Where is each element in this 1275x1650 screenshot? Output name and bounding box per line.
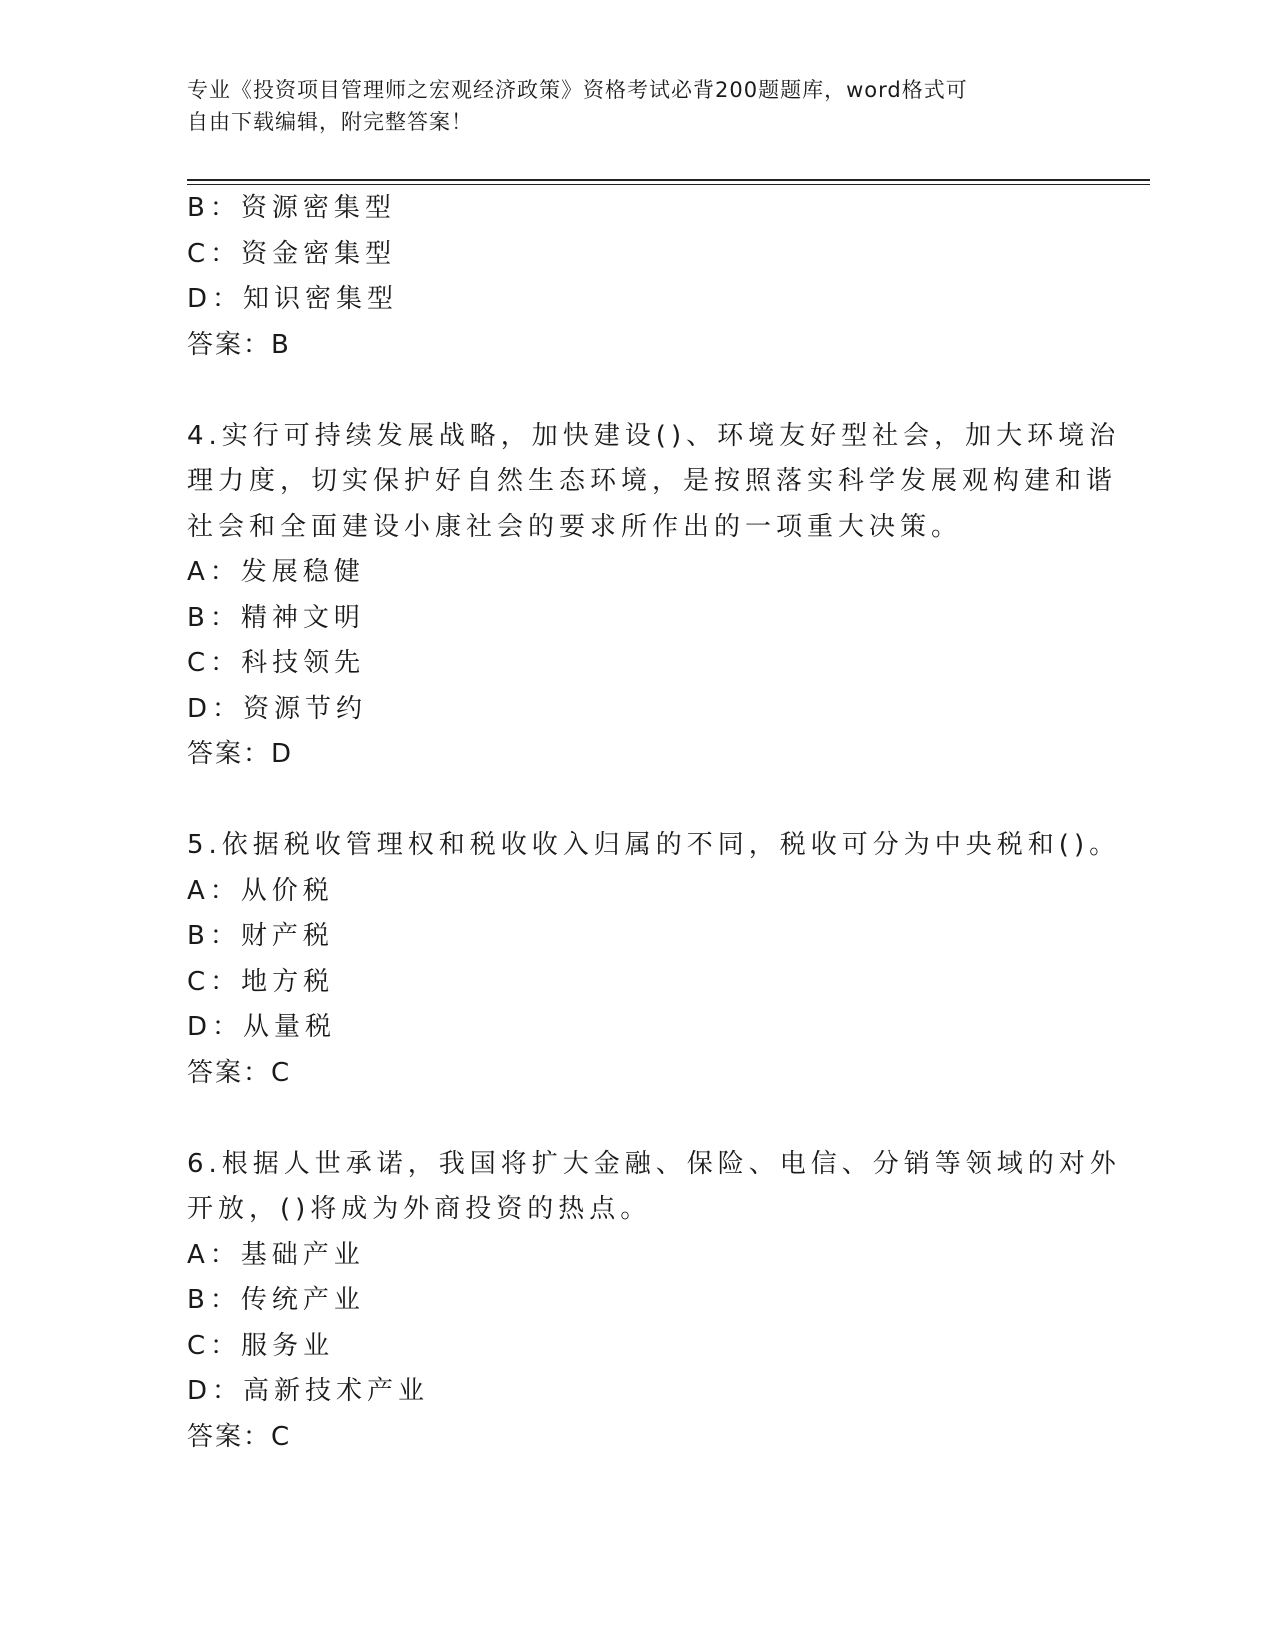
question-stem-line: 开放，()将成为外商投资的热点。 <box>187 1194 652 1224</box>
answer: 答案：B <box>187 329 291 360</box>
header-rule-thick <box>187 179 1150 181</box>
question-block-5 <box>187 823 1121 1096</box>
question-block-4 <box>187 414 1121 778</box>
option-d: D：资源节约 <box>187 693 368 724</box>
option-d: D：知识密集型 <box>187 284 399 314</box>
option-d: D：从量税 <box>187 1012 337 1042</box>
question-block-3 <box>187 186 1067 368</box>
header-line-2: 自由下载编辑，附完整答案！ <box>187 110 473 134</box>
option-a: A：基础产业 <box>187 1239 365 1270</box>
option-b: B：资源密集型 <box>187 193 396 223</box>
question-stem-line: 6.根据人世承诺，我国将扩大金融、保险、电信、分销等领域的对外 <box>187 1148 1121 1179</box>
option-d: D：高新技术产业 <box>187 1376 430 1406</box>
header-line-1: 专业《投资项目管理师之宏观经济政策》资格考试必背200题题库，word格式可 <box>187 78 968 102</box>
option-c: C：科技领先 <box>187 648 366 678</box>
question-stem-line: 社会和全面建设小康社会的要求所作出的一项重大决策。 <box>187 511 963 542</box>
spacer <box>187 778 1067 824</box>
option-b: B：财产税 <box>187 921 334 951</box>
question-stem-line: 理力度，切实保护好自然生态环境，是按照落实科学发展观构建和谐 <box>187 466 1118 496</box>
question-stem-line: 4.实行可持续发展战略，加快建设()、环境友好型社会，加大环境治 <box>187 420 1121 451</box>
option-a: A：从价税 <box>187 875 334 906</box>
option-c: C：地方税 <box>187 966 335 997</box>
document-header <box>187 74 1067 138</box>
spacer <box>187 1096 1067 1142</box>
answer: 答案：C <box>187 1421 292 1452</box>
header-rule-thin <box>187 184 1150 185</box>
question-stem-line: 5.依据税收管理权和税收收入归属的不同，税收可分为中央税和()。 <box>187 830 1121 860</box>
answer: 答案：D <box>187 739 294 769</box>
question-list <box>187 186 1121 1460</box>
option-c: C：服务业 <box>187 1330 335 1361</box>
question-block-6 <box>187 1142 1121 1461</box>
option-a: A：发展稳健 <box>187 557 365 587</box>
answer: 答案：C <box>187 1057 292 1088</box>
spacer <box>187 368 1067 414</box>
option-b: B：精神文明 <box>187 602 365 633</box>
option-b: B：传统产业 <box>187 1285 365 1315</box>
option-c: C：资金密集型 <box>187 238 397 269</box>
